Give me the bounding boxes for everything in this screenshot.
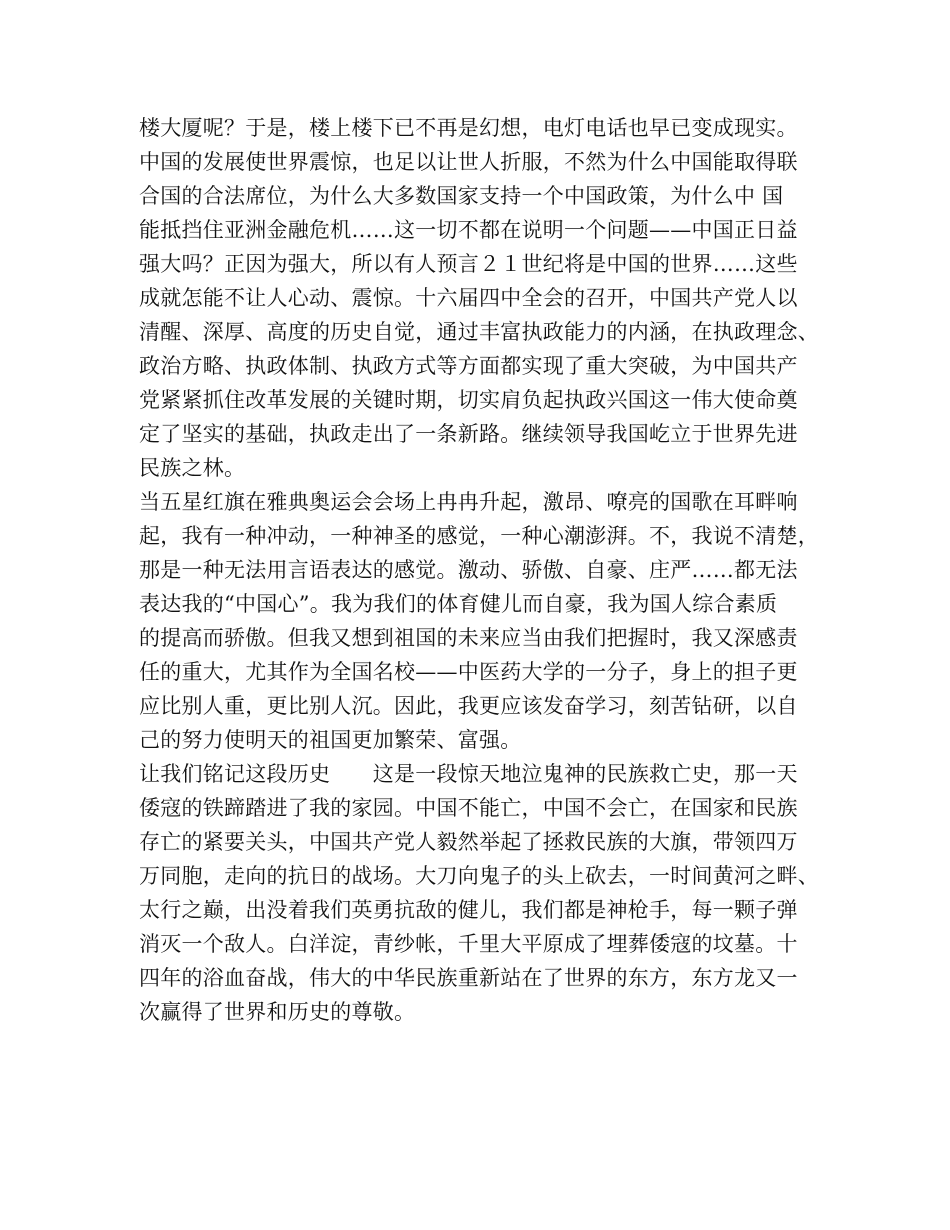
text-line: 起，我有一种冲动，一种神圣的感觉，一种心潮澎湃。不，我说不清楚， (139, 524, 819, 548)
text-line: 存亡的紧要关头，中国共产党人毅然举起了拯救民族的大旗，带领四万 (139, 830, 798, 854)
text-line: 成就怎能不让人心动、震惊。十六届四中全会的召开，中国共产党人以 (139, 286, 798, 310)
text-line: 党紧紧抓住改革发展的关键时期，切实肩负起执政兴国这一伟大使命奠 (139, 388, 798, 412)
text-line: 中国的发展使世界震惊，也足以让世人折服，不然为什么中国能取得联 (139, 150, 798, 174)
text-line: 定了坚实的基础，执政走出了一条新路。继续领导我国屹立于世界先进 (139, 422, 798, 446)
document-body (139, 111, 829, 1029)
text-line: 民族之林。 (139, 456, 246, 480)
text-line: 次赢得了世界和历史的尊敬。 (139, 1000, 416, 1024)
text-line: 让我们铭记这段历史 这是一段惊天地泣鬼神的民族救亡史，那一天 (139, 762, 798, 786)
text-line: 太行之巅，出没着我们英勇抗敌的健儿，我们都是神枪手，每一颗子弹 (139, 898, 798, 922)
text-line: 四年的浴血奋战，伟大的中华民族重新站在了世界的东方，东方龙又一 (139, 966, 798, 990)
text-line: 当五星红旗在雅典奥运会会场上冉冉升起，激昂、嘹亮的国歌在耳畔响 (139, 490, 798, 514)
text-line: 表达我的“中国心”。我为我们的体育健儿而自豪，我为国人综合素质 (139, 592, 778, 616)
text-line: 万同胞，走向的抗日的战场。大刀向鬼子的头上砍去，一时间黄河之畔、 (139, 864, 819, 888)
text-line: 的提高而骄傲。但我又想到祖国的未来应当由我们把握时，我又深感责 (139, 626, 798, 650)
text-line: 任的重大，尤其作为全国名校——中医药大学的一分子，身上的担子更 (139, 660, 798, 684)
text-line: 应比别人重，更比别人沉。因此，我更应该发奋学习，刻苦钻研，以自 (139, 694, 798, 718)
text-line: 合国的合法席位，为什么大多数国家支持一个中国政策，为什么中 国 (139, 184, 784, 208)
text-line: 倭寇的铁蹄踏进了我的家园。中国不能亡，中国不会亡，在国家和民族 (139, 796, 798, 820)
text-line: 那是一种无法用言语表达的感觉。激动、骄傲、自豪、庄严……都无法 (139, 558, 798, 582)
text-line: 清醒、深厚、高度的历史自觉，通过丰富执政能力的内涵，在执政理念、 (139, 320, 819, 344)
text-line: 强大吗？正因为强大，所以有人预言２１世纪将是中国的世界……这些 (139, 252, 798, 276)
text-line: 能抵挡住亚洲金融危机……这一切不都在说明一个问题——中国正日益 (139, 218, 798, 242)
text-line: 己的努力使明天的祖国更加繁荣、富强。 (139, 728, 522, 752)
text-line: 消灭一个敌人。白洋淀，青纱帐，千里大平原成了埋葬倭寇的坟墓。十 (139, 932, 798, 956)
text-line: 楼大厦呢？于是，楼上楼下已不再是幻想，电灯电话也早已变成现实。 (139, 116, 798, 140)
text-line: 政治方略、执政体制、执政方式等方面都实现了重大突破，为中国共产 (139, 354, 798, 378)
